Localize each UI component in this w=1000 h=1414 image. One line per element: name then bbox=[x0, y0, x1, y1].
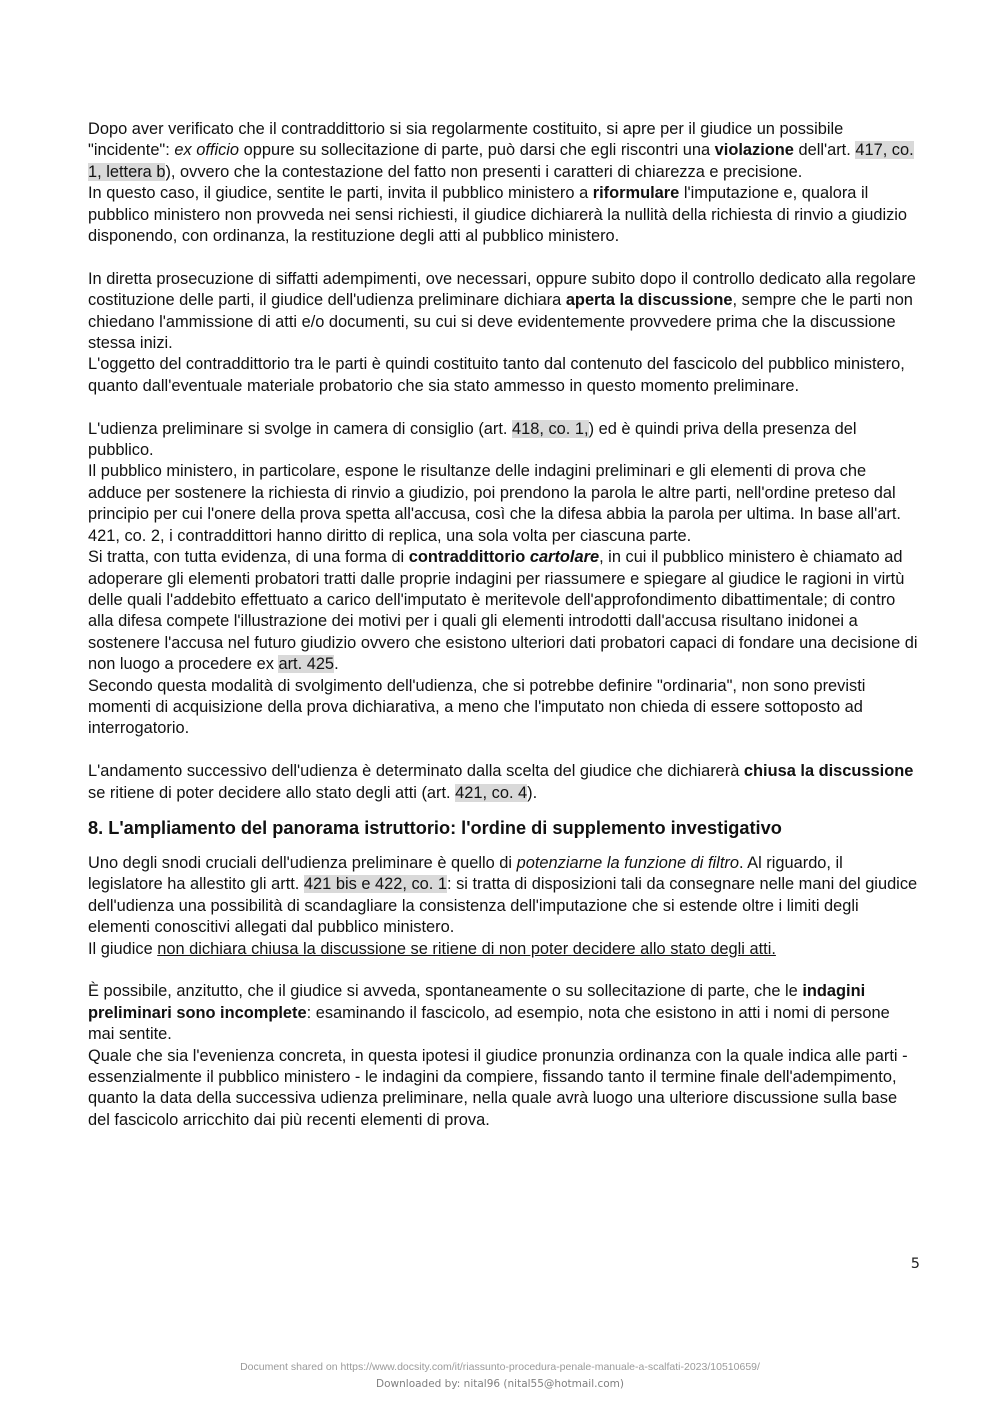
paragraph: In diretta prosecuzione di siffatti adempimenti, ove necessari, oppure subito dopo il controllo dedicato alla regolare costituzione delle parti, il giudice dell'udienza preliminare dichiara aperta la discussione, sempre che le parti non chiedano l'ammissione di atti e/o documenti, su cui si deve evidentemente provvedere prima che la discussione stessa inizi. bbox=[88, 269, 916, 353]
paragraph: Secondo questa modalità di svolgimento dell'udienza, che si potrebbe definire "ordinaria", non sono previsti momenti di acquisizione della prova dichiarativa, a meno che l'imputato non chieda di essere sottoposto ad interrogatorio. bbox=[88, 676, 866, 738]
paragraph: Il pubblico ministero, in particolare, espone le risultanze delle indagini preliminari e gli elementi di prova che adduce per sostenere la richiesta di rinvio a giudizio, poi prendono la parola le altre parti, nell'ordine preteso dal principio per cui l'onere della prova spetta all'accusa, così che la difesa abbia la parola per ultima. In base all'art. 421, co. 2, i contraddittori hanno diritto di replica, una sola volta per ciascuna parte. bbox=[88, 462, 901, 545]
bold-text: riformulare bbox=[592, 184, 680, 203]
bold-text: indagini preliminari sono incomplete bbox=[88, 982, 866, 1022]
bold-italic-text: cartolare bbox=[529, 548, 600, 567]
paragraph: In questo caso, il giudice, sentite le parti, invita il pubblico ministero a riformulare l'imputazione e, qualora il pubblico ministero non provveda nei sensi richiesti, il giudice dichiarerà la nullità della richiesta di rinvio a giudizio disponendo, con ordinanza, la restituzione degli atti al pubblico ministero. bbox=[88, 184, 908, 246]
paragraph: Il giudice non dichiara chiusa la discussione se ritiene di non poter decidere allo stato degli atti. bbox=[88, 939, 776, 958]
paragraph: L'andamento successivo dell'udienza è determinato dalla scelta del giudice che dichiarerà chiusa la discussione se ritiene di poter decidere allo stato degli atti (art. 421, co. 4). bbox=[88, 762, 914, 802]
article-reference: 417, co. 1, lettera b bbox=[88, 141, 914, 181]
article-reference: 418, co. 1, bbox=[512, 419, 589, 438]
paragraph: Quale che sia l'evenienza concreta, in questa ipotesi il giudice pronunzia ordinanza con la quale indica alle parti - essenzialmente il pubblico ministero - le indagini da compiere, fissando tanto il termine finale dell'adempimento, quanto la data della successiva udienza preliminare, nella quale avrà luogo una ulteriore discussione sulla base del fascicolo arricchito dai più recenti elementi di prova. bbox=[88, 1046, 908, 1129]
footer-downloaded-by: Downloaded by: nital96 (nital55@hotmail.com) bbox=[376, 1378, 624, 1390]
paragraph: È possibile, anzitutto, che il giudice si avveda, spontaneamente o su sollecitazione di parte, che le indagini preliminari sono incomplete: esaminando il fascicolo, ad esempio, nota che esistono in atti i nomi di persone mai sentite. bbox=[88, 982, 890, 1044]
bold-text: chiusa la discussione bbox=[743, 762, 914, 781]
page-number: 5 bbox=[910, 1256, 920, 1272]
bold-text: aperta la discussione bbox=[565, 291, 733, 310]
document-body bbox=[88, 119, 918, 1131]
bold-text: contraddittorio bbox=[408, 548, 530, 567]
underlined-text: non dichiara chiusa la discussione se ritiene di non poter decidere allo stato degli atti. bbox=[157, 939, 776, 958]
article-reference: 421, co. 4 bbox=[455, 783, 528, 802]
footer-shared-link[interactable]: Document shared on https://www.docsity.com/it/riassunto-procedura-penale-manuale-a-scalfati-2023/10510659/ bbox=[240, 1361, 760, 1373]
paragraph: L'udienza preliminare si svolge in camera di consiglio (art. 418, co. 1,) ed è quindi priva della presenza del pubblico. bbox=[88, 419, 857, 460]
bold-text: violazione bbox=[714, 141, 794, 160]
article-reference: 421 bis e 422, co. 1 bbox=[303, 875, 447, 894]
paragraph: Si tratta, con tutta evidenza, di una forma di contraddittorio cartolare, in cui il pubblico ministero è chiamato ad adoperare gli elementi probatori tratti dalle proprie indagini per riassumere e spiegare al giudice le ragioni in virtù delle quali l'addebito effettuato a carico dell'imputato è meritevole dell'approfondimento dibattimentale; di contro alla difesa compete l'illustrazione dei motivi per i quali gli elementi introdotti dall'accusa risultano inidonei a sostenere l'accusa nel futuro giudizio ovvero che esistono ulteriori dati probatori capaci di fondare una decisione di non luogo a procedere ex art. 425. bbox=[88, 548, 918, 674]
paragraph: Dopo aver verificato che il contraddittorio si sia regolarmente costituito, si apre per il giudice un possibile "incidente": ex officio oppure su sollecitazione di parte, può darsi che egli riscontri una violazione dell'art. 417, co. 1, lettera b), ovvero che la contestazione del fatto non presenti i caratteri di chiarezza e precisione. bbox=[88, 120, 914, 181]
italic-text: potenziarne la funzione di filtro bbox=[516, 853, 739, 872]
section-heading: 8. L'ampliamento del panorama istruttorio: l'ordine di supplemento investigativo bbox=[88, 817, 782, 838]
paragraph: Uno degli snodi cruciali dell'udienza preliminare è quello di potenziarne la funzione di filtro. Al riguardo, il legislatore ha allestito gli artt. 421 bis e 422, co. 1: si tratta di disposizioni tali da consegnare nelle mani del giudice dell'udienza una possibilità di scandagliare la consistenza dell'imputazione che si estende oltre i limiti degli elementi conoscitivi allegati dal pubblico ministero. bbox=[88, 853, 918, 937]
italic-text: ex officio bbox=[174, 141, 240, 160]
article-reference: art. 425 bbox=[278, 655, 335, 674]
paragraph: L'oggetto del contraddittorio tra le parti è quindi costituito tanto dal contenuto del fascicolo del pubblico ministero, quanto dall'eventuale materiale probatorio che sia stato ammesso in questo momento preliminare. bbox=[88, 355, 905, 395]
